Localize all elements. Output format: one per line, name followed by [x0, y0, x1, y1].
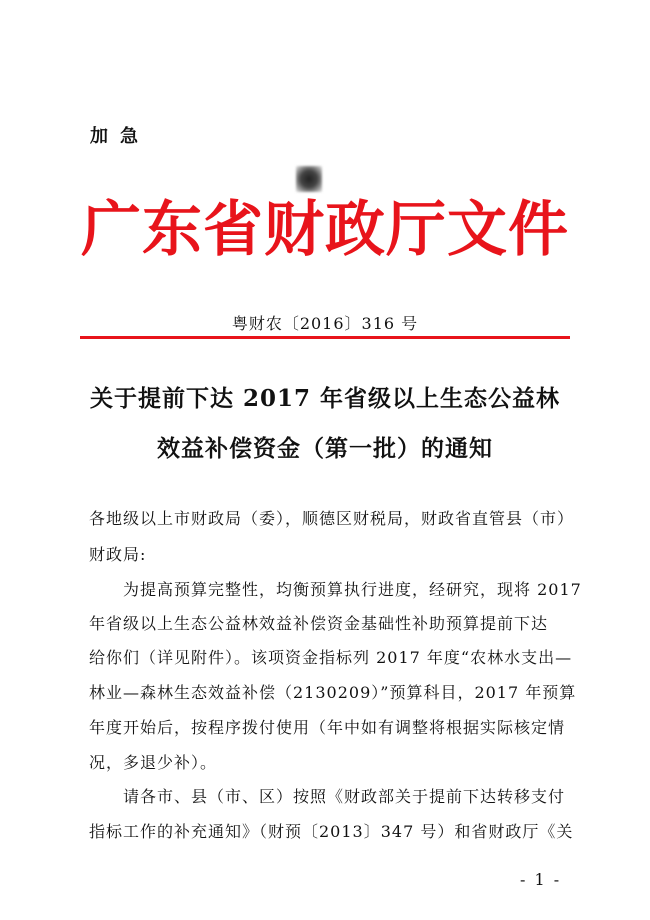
urgency-label: 加急 — [90, 126, 150, 147]
body-line: 年省级以上生态公益林效益补偿资金基础性补助预算提前下达 — [89, 614, 549, 633]
body-line: 财政局: — [89, 545, 147, 564]
document-number: 粤财农〔2016〕316 号 — [231, 314, 419, 333]
body-line: 况，多退少补）。 — [89, 753, 218, 772]
body-line: 给你们（详见附件）。该项资金指标列 2017 年度“农林水支出— — [89, 648, 573, 667]
body-line: 为提高预算完整性，均衡预算执行进度，经研究，现将 2017 — [89, 580, 582, 599]
issuer-masthead: 广东省财政厅文件 — [81, 195, 569, 265]
notice-title-line-2: 效益补偿资金（第一批）的通知 — [157, 435, 493, 462]
redacted-mark — [296, 166, 322, 192]
notice-title-line-1: 关于提前下达 2017 年省级以上生态公益林 — [89, 385, 561, 412]
page-number: - 1 - — [520, 870, 562, 889]
body-line: 林业—森林生态效益补偿（2130209）”预算科目，2017 年预算 — [89, 683, 577, 702]
body-line: 各地级以上市财政局（委），顺德区财税局，财政省直管县（市） — [89, 509, 575, 528]
red-separator-line — [80, 336, 570, 339]
body-line: 请各市、县（市、区）按照《财政部关于提前下达转移支付 — [89, 787, 566, 806]
body-line: 年度开始后，按程序拨付使用（年中如有调整将根据实际核定情 — [89, 718, 566, 737]
body-line: 指标工作的补充通知》（财预〔2013〕347 号）和省财政厅《关 — [89, 822, 574, 841]
